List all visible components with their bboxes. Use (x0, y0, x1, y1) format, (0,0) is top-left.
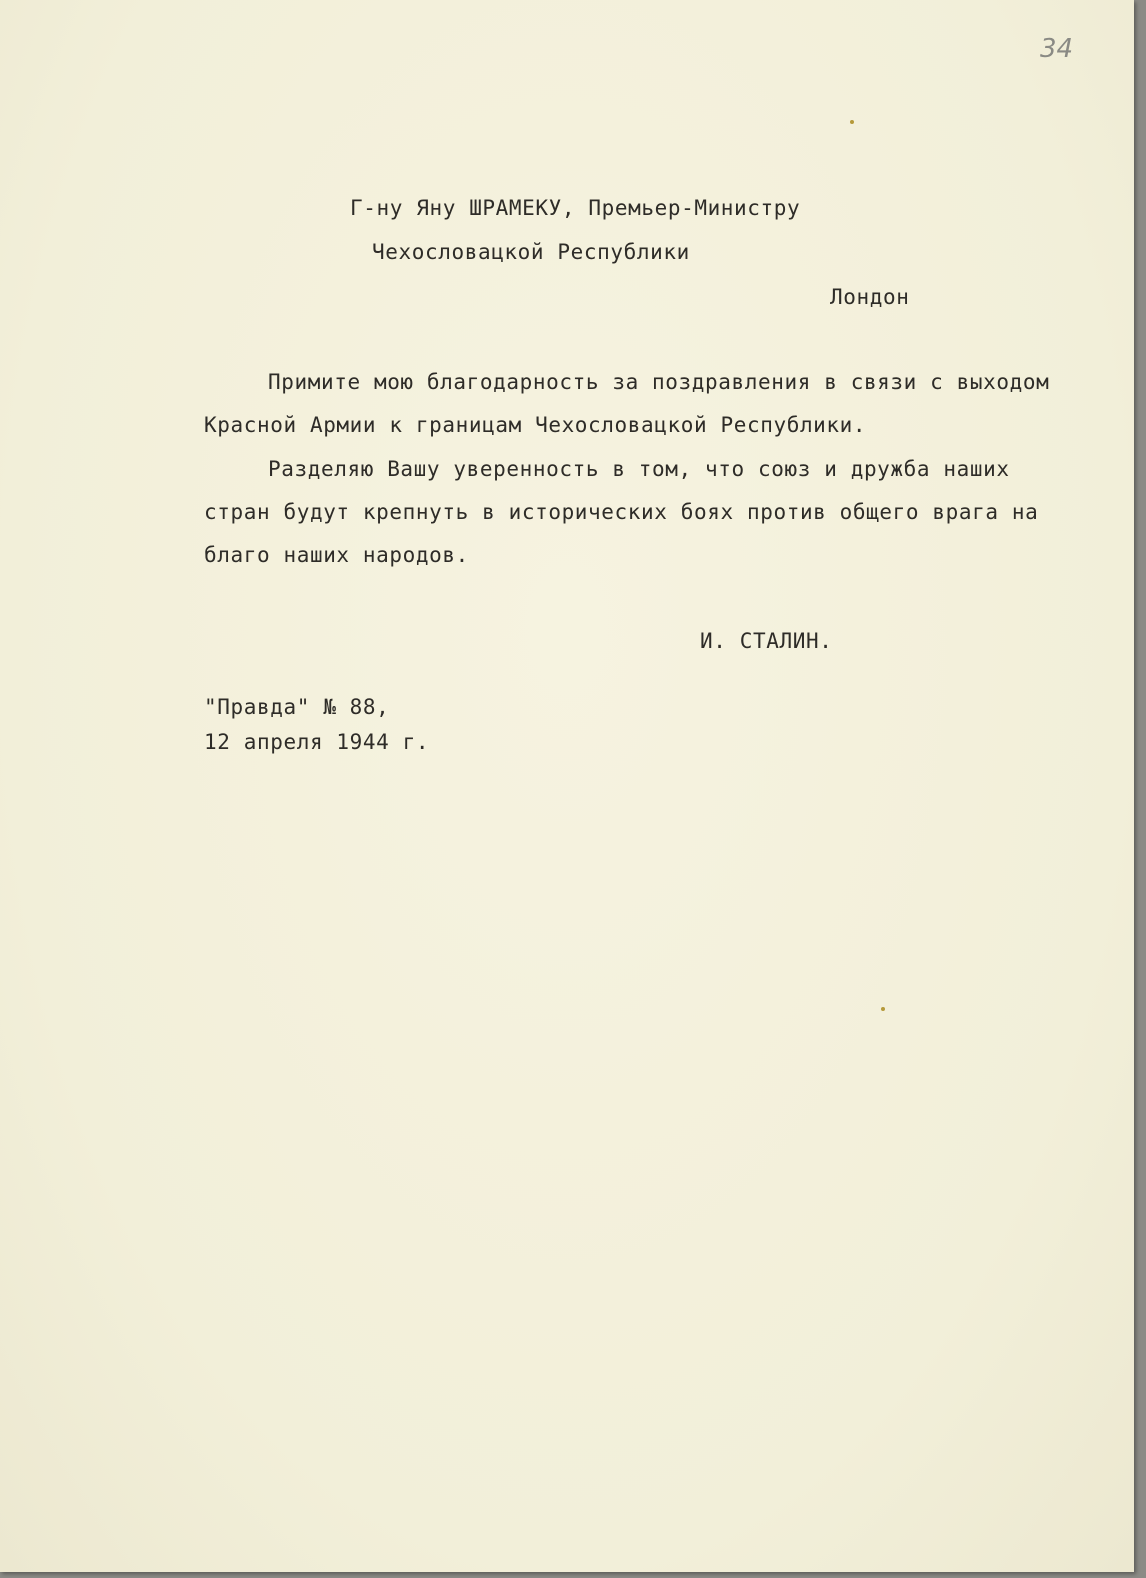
paragraph-1-line-2: Красной Армии к границам Чехословацкой Республики. (204, 413, 867, 437)
addressee-line-2: Чехословацкой Республики (372, 240, 690, 264)
paragraph-2-line-2: стран будут крепнуть в исторических боях против общего врага на (204, 500, 1039, 524)
addressee-line-1: Г-ну Яну ШРАМЕКУ, Премьер-Министру (350, 196, 801, 220)
paper-speck (881, 1007, 885, 1011)
archive-page-number: 34 (1040, 34, 1074, 64)
paper-speck (850, 120, 854, 124)
paragraph-1-line-1: Примите мою благодарность за поздравления в связи с выходом (268, 370, 1050, 394)
addressee-city: Лондон (830, 285, 910, 309)
source-line-2: 12 апреля 1944 г. (204, 730, 430, 754)
source-line-1: "Правда" № 88, (204, 695, 390, 719)
paragraph-2-line-3: благо наших народов. (204, 543, 469, 567)
signature: И. СТАЛИН. (700, 629, 833, 653)
paragraph-2-line-1: Разделяю Вашу уверенность в том, что союз и дружба наших (268, 457, 1010, 481)
